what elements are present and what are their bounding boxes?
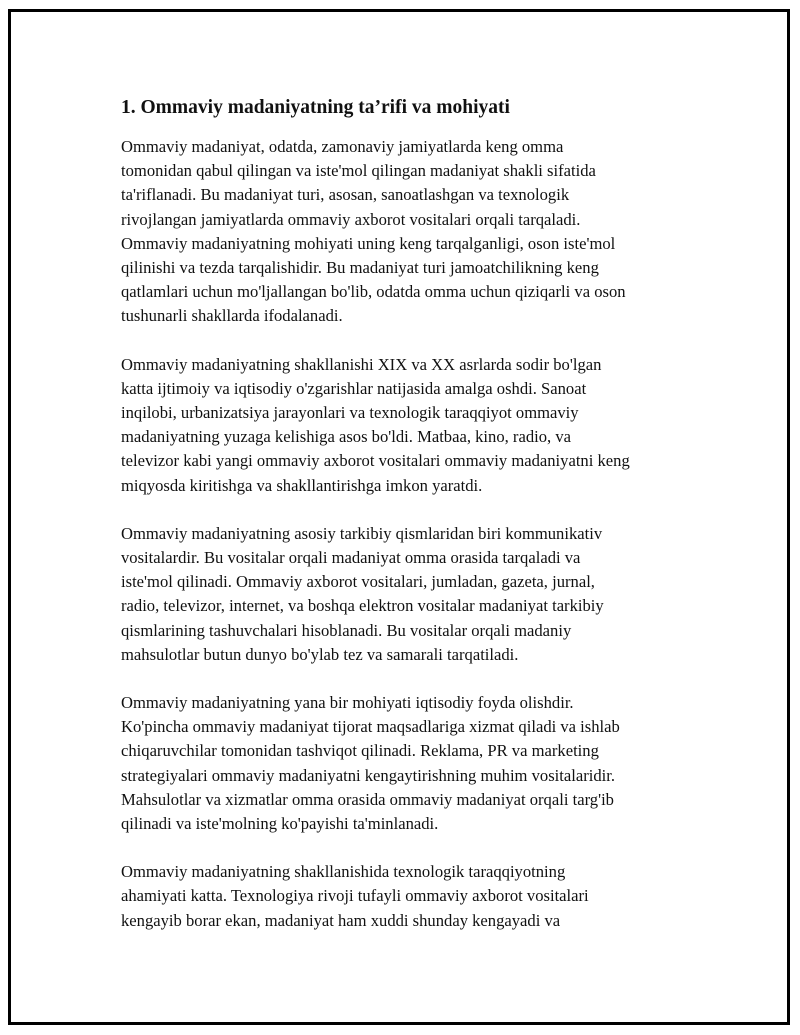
text-line: qilinishi va tezda tarqalishidir. Bu madaniyat turi jamoatchilikning keng (121, 258, 599, 278)
text-line: kengayib borar ekan, madaniyat ham xuddi shunday kengayadi va (121, 910, 561, 930)
text-line: chiqaruvchilar tomonidan tashviqot qilinadi. Reklama, PR va marketing (121, 741, 599, 761)
text-line: Mahsulotlar va xizmatlar omma orasida ommaviy madaniyat orqali targ'ib (121, 789, 614, 809)
document-body (121, 96, 701, 957)
text-line: katta ijtimoiy va iqtisodiy o'zgarishlar natijasida amalga oshdi. Sanoat (121, 378, 587, 398)
text-line: qismlarining tashuvchalari hisoblanadi. Bu vositalar orqali madaniy (121, 620, 572, 640)
text-line: tushunarli shakllarda ifodalanadi. (121, 306, 343, 326)
paragraph (121, 353, 701, 498)
section-heading: 1. Ommaviy madaniyatning ta’rifi va mohiyati (121, 97, 510, 118)
text-line: madaniyatning yuzaga kelishiga asos bo'ldi. Matbaa, kino, radio, va (121, 427, 571, 447)
text-line: inqilobi, urbanizatsiya jarayonlari va texnologik taraqqiyot ommaviy (121, 403, 579, 423)
paragraph (121, 860, 701, 933)
paragraph (121, 691, 701, 836)
text-line: Ommaviy madaniyat, odatda, zamonaviy jamiyatlarda keng omma (121, 137, 564, 156)
text-line: Ommaviy madaniyatning asosiy tarkibiy qismlaridan biri kommunikativ (121, 523, 603, 543)
text-line: tomonidan qabul qilingan va iste'mol qilingan madaniyat shakli sifatida (121, 161, 596, 181)
paragraph (121, 522, 701, 667)
text-line: televizor kabi yangi ommaviy axborot vositalari ommaviy madaniyatni keng (121, 451, 630, 471)
text-line: ahamiyati katta. Texnologiya rivoji tufayli ommaviy axborot vositalari (121, 886, 589, 906)
text-line: Ommaviy madaniyatning shakllanishida texnologik taraqqiyotning (121, 862, 566, 882)
text-line: miqyosda kiritishga va shakllantirishga imkon yaratdi. (121, 475, 483, 495)
text-line: ta'riflanadi. Bu madaniyat turi, asosan, sanoatlashgan va texnologik (121, 185, 570, 205)
text-line: strategiyalari ommaviy madaniyatni kengaytirishning muhim vositalaridir. (121, 765, 616, 785)
text-line: Ommaviy madaniyatning shakllanishi XIX va XX asrlarda sodir bo'lgan (121, 354, 602, 374)
text-line: rivojlangan jamiyatlarda ommaviy axborot vositalari orqali tarqaladi. (121, 209, 581, 229)
text-line: Ommaviy madaniyatning yana bir mohiyati iqtisodiy foyda olishdir. (121, 693, 574, 713)
text-line: Ko'pincha ommaviy madaniyat tijorat maqsadlariga xizmat qiladi va ishlab (121, 717, 620, 737)
page-border (8, 9, 790, 1025)
paragraph (121, 135, 701, 329)
text-line: vositalardir. Bu vositalar orqali madaniyat omma orasida tarqaladi va (121, 548, 581, 568)
text-line: qilinadi va iste'molning ko'payishi ta'minlanadi. (121, 814, 439, 834)
text-line: radio, televizor, internet, va boshqa elektron vositalar madaniyat tarkibiy (121, 596, 604, 616)
text-line: iste'mol qilinadi. Ommaviy axborot vositalari, jumladan, gazeta, jurnal, (121, 572, 595, 592)
text-line: mahsulotlar butun dunyo bo'ylab tez va samarali tarqatiladi. (121, 644, 519, 664)
paragraph-list (121, 135, 701, 933)
text-line: Ommaviy madaniyatning mohiyati uning keng tarqalganligi, oson iste'mol (121, 233, 616, 253)
text-line: qatlamlari uchun mo'ljallangan bo'lib, odatda omma uchun qiziqarli va oson (121, 282, 626, 302)
